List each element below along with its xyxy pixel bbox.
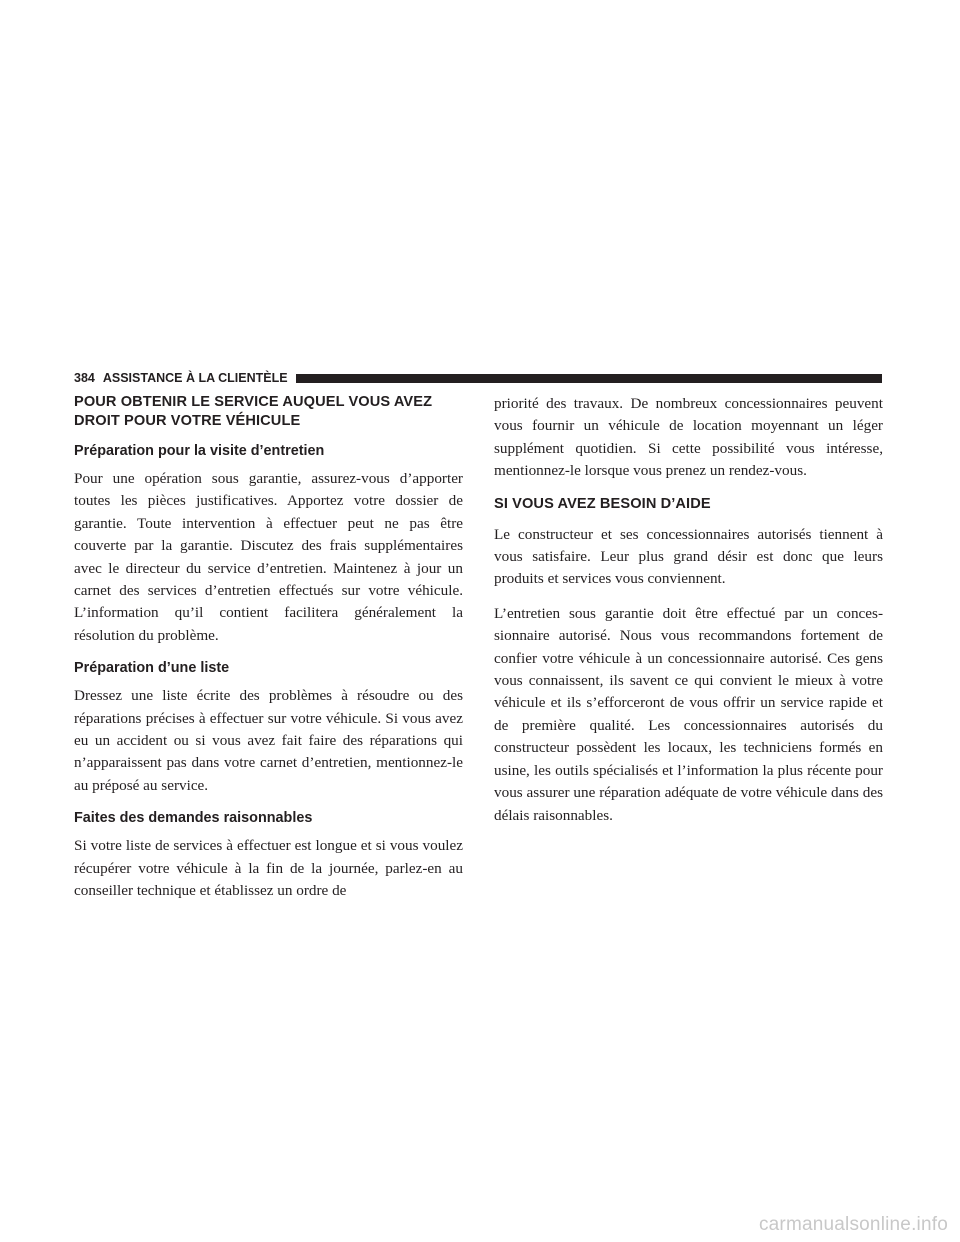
subheading-reasonable-requests: Faites des demandes raisonnables (74, 810, 313, 827)
subheading-visit-preparation: Préparation pour la visite d’entretien (74, 443, 325, 459)
left-column (74, 393, 463, 915)
page-header (74, 370, 882, 386)
section-heading-help: SI VOUS AVEZ BESOIN D’AIDE (494, 495, 711, 512)
right-column (494, 393, 883, 839)
paragraph-satisfaction: Le constructeur et ses concessionnaires autorisés tiennent à vous satisfaire. Leur plus grand désir est donc que leurs produits et services vous conviennent. (494, 525, 883, 588)
paragraph-continued: priorité des travaux. De nombreux concessionnaires peuvent vous fournir un véhicule de location moyennant un léger supplément quotidien. Si cette possibilité vous intéresse, mentionnez-le lorsque vous prenez un rendez-vous. (494, 395, 883, 480)
header-rule (296, 374, 882, 383)
paragraph-reasonable-requests: Si votre liste de services à effectuer est longue et si vous voulez récupérer votre véhicule à la fin de la journée, parlez-en au conseiller technique et établissez un ordre de (74, 837, 463, 900)
subheading-list-preparation: Préparation d’une liste (74, 660, 230, 677)
page-number: 384 (74, 371, 95, 385)
section-heading-service: POUR OBTENIR LE SERVICE AUQUEL VOUS AVEZ DROIT POUR VOTRE VÉHICULE (74, 394, 433, 429)
section-title: ASSISTANCE À LA CLIENTÈLE (102, 371, 288, 385)
watermark: carmanualsonline.info (758, 1214, 948, 1235)
paragraph-visit-preparation: Pour une opération sous garantie, assurez-vous d’apporter toutes les pièces justificatives. Apportez votre dossier de garantie. Toute intervention à effectuer peut ne pas être couverte par la garantie. Discutez des frais supplémentaires avec le directeur du service d’entretien. Maintenez à jour un carnet des services d’entretien effectués sur votre véhicule. L’information qu’il contient facilitera généralement la résolution du problème. (74, 470, 463, 644)
paragraph-list-preparation: Dressez une liste écrite des problèmes à résoudre ou des réparations précises à effectuer sur votre véhicule. Si vous avez eu un accident ou si vous avez fait faire des réparations qui n’apparaissent pas dans votre carnet d’entretien, mentionnez-le au préposé au service. (74, 687, 463, 794)
paragraph-authorized-dealer: L’entretien sous garantie doit être effectué par un concessionnaire autorisé. Nous vous recommandons fortement de confier votre véhicule à un concessionnaire autorisé. Ces gens vous connaissent, ils savent ce qui convient le mieux à votre véhicule et ils s’efforceront de vous offrir un service rapide et de première qualité. Les concessionnaires autorisés du constructeur possèdent les locaux, les techniciens formés en usine, les outils spécialisés et l’information la plus récente pour vous assurer une réparation adéquate de votre véhicule dans des délais raisonnables. (494, 604, 883, 824)
